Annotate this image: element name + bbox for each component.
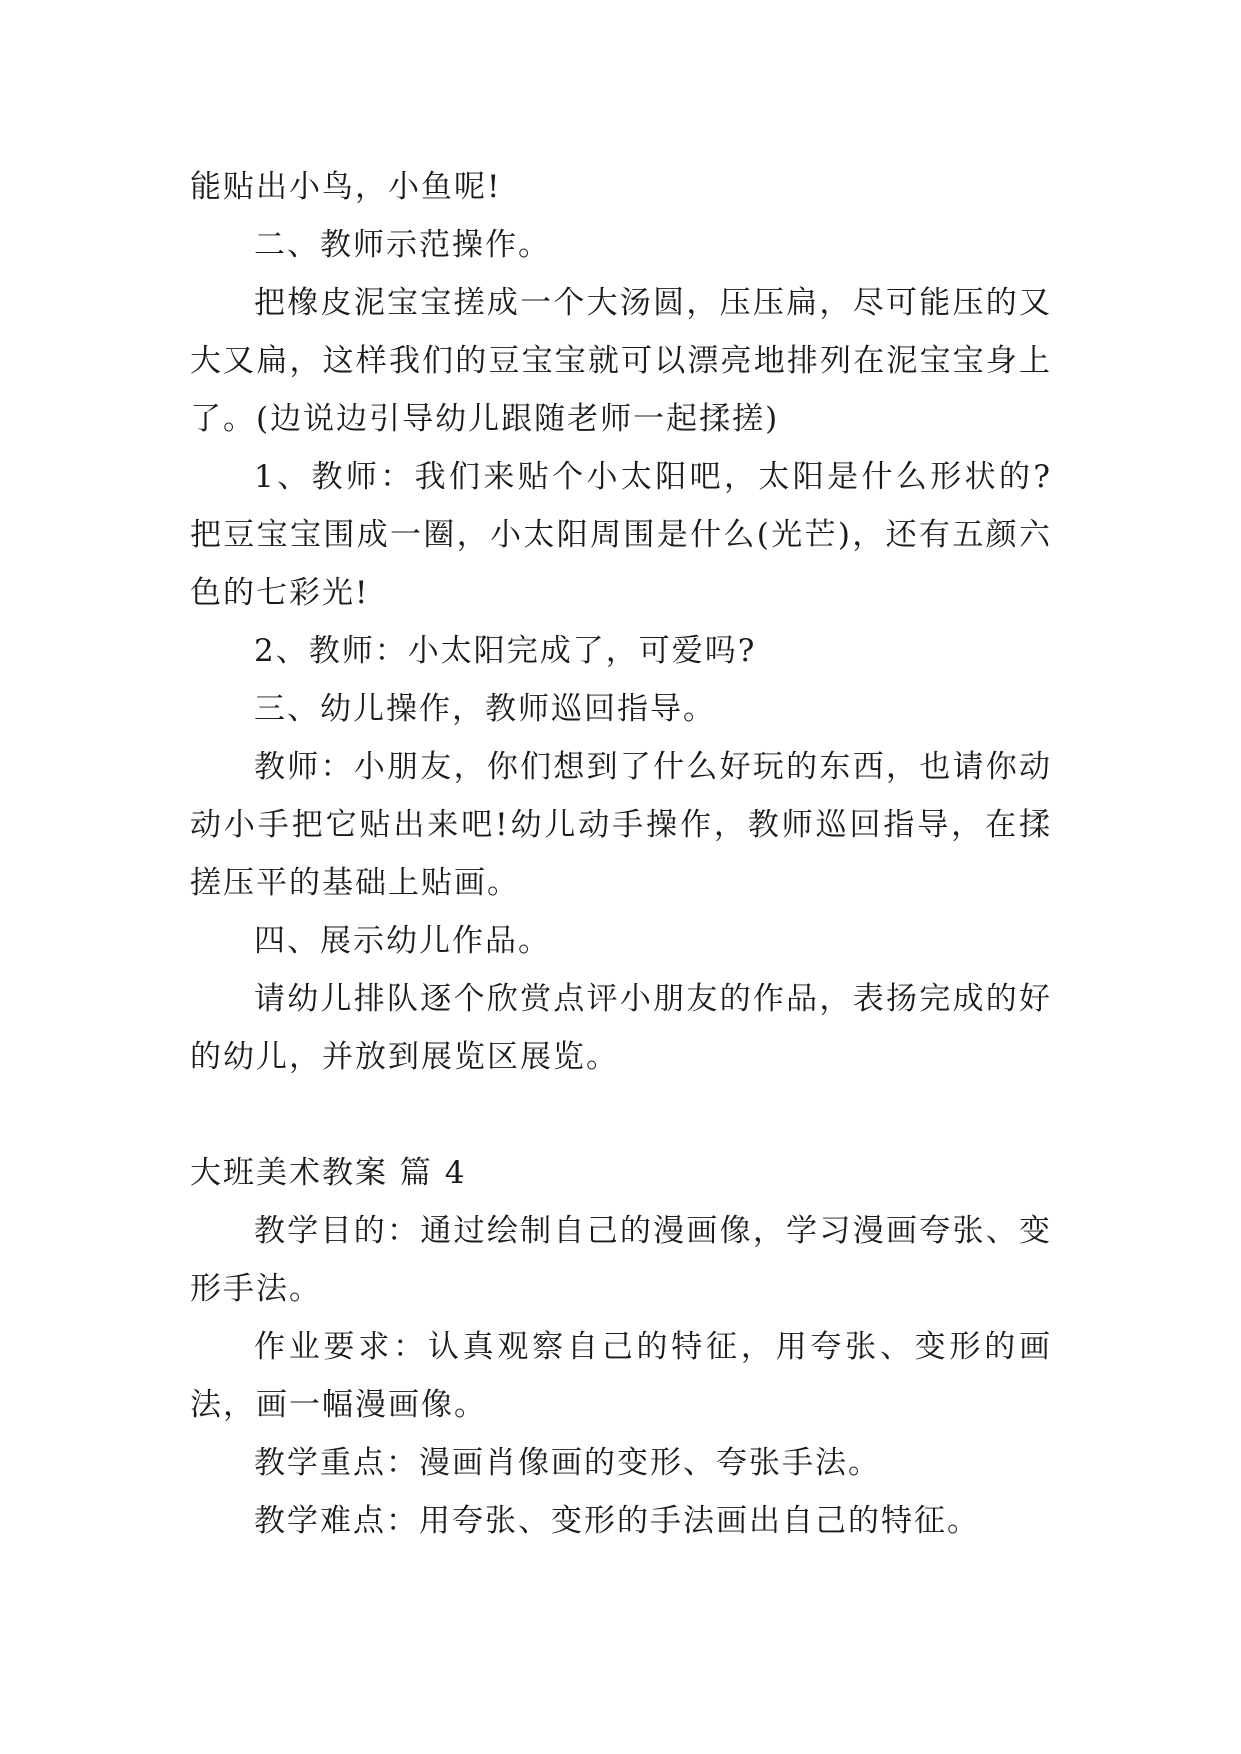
paragraph: 二、教师示范操作。 bbox=[254, 227, 551, 263]
paragraph: 教学重点：漫画肖像画的变形、夸张手法。 bbox=[254, 1445, 881, 1481]
paragraph: 教学目的：通过绘制自己的漫画像，学习漫画夸张、变形手法。 bbox=[190, 1213, 1052, 1307]
paragraph: 作业要求：认真观察自己的特征，用夸张、变形的画法，画一幅漫画像。 bbox=[190, 1329, 1052, 1423]
paragraph: 1、教师：我们来贴个小太阳吧，太阳是什么形状的?把豆宝宝围成一圈，小太阳周围是什么(光芒)，还有五颜六色的七彩光! bbox=[190, 459, 1052, 611]
paragraph: 教学难点：用夸张、变形的手法画出自己的特征。 bbox=[254, 1503, 980, 1539]
paragraph: 能贴出小鸟，小鱼呢! bbox=[190, 169, 502, 205]
paragraph: 教师：小朋友，你们想到了什么好玩的东西，也请你动动小手把它贴出来吧!幼儿动手操作，教师巡回指导，在揉搓压平的基础上贴画。 bbox=[190, 749, 1052, 901]
paragraph: 2、教师：小太阳完成了，可爱吗? bbox=[254, 633, 757, 669]
paragraph: 三、幼儿操作，教师巡回指导。 bbox=[254, 691, 716, 727]
paragraph: 四、展示幼儿作品。 bbox=[254, 923, 551, 959]
paragraph: 把橡皮泥宝宝搓成一个大汤圆，压压扁，尽可能压的又大又扁，这样我们的豆宝宝就可以漂亮地排列在泥宝宝身上了。(边说边引导幼儿跟随老师一起揉搓) bbox=[190, 285, 1052, 437]
paragraph: 请幼儿排队逐个欣赏点评小朋友的作品，表扬完成的好的幼儿，并放到展览区展览。 bbox=[190, 981, 1052, 1075]
section-heading: 大班美术教案 篇 4 bbox=[190, 1155, 467, 1191]
document-body bbox=[190, 158, 1052, 1550]
